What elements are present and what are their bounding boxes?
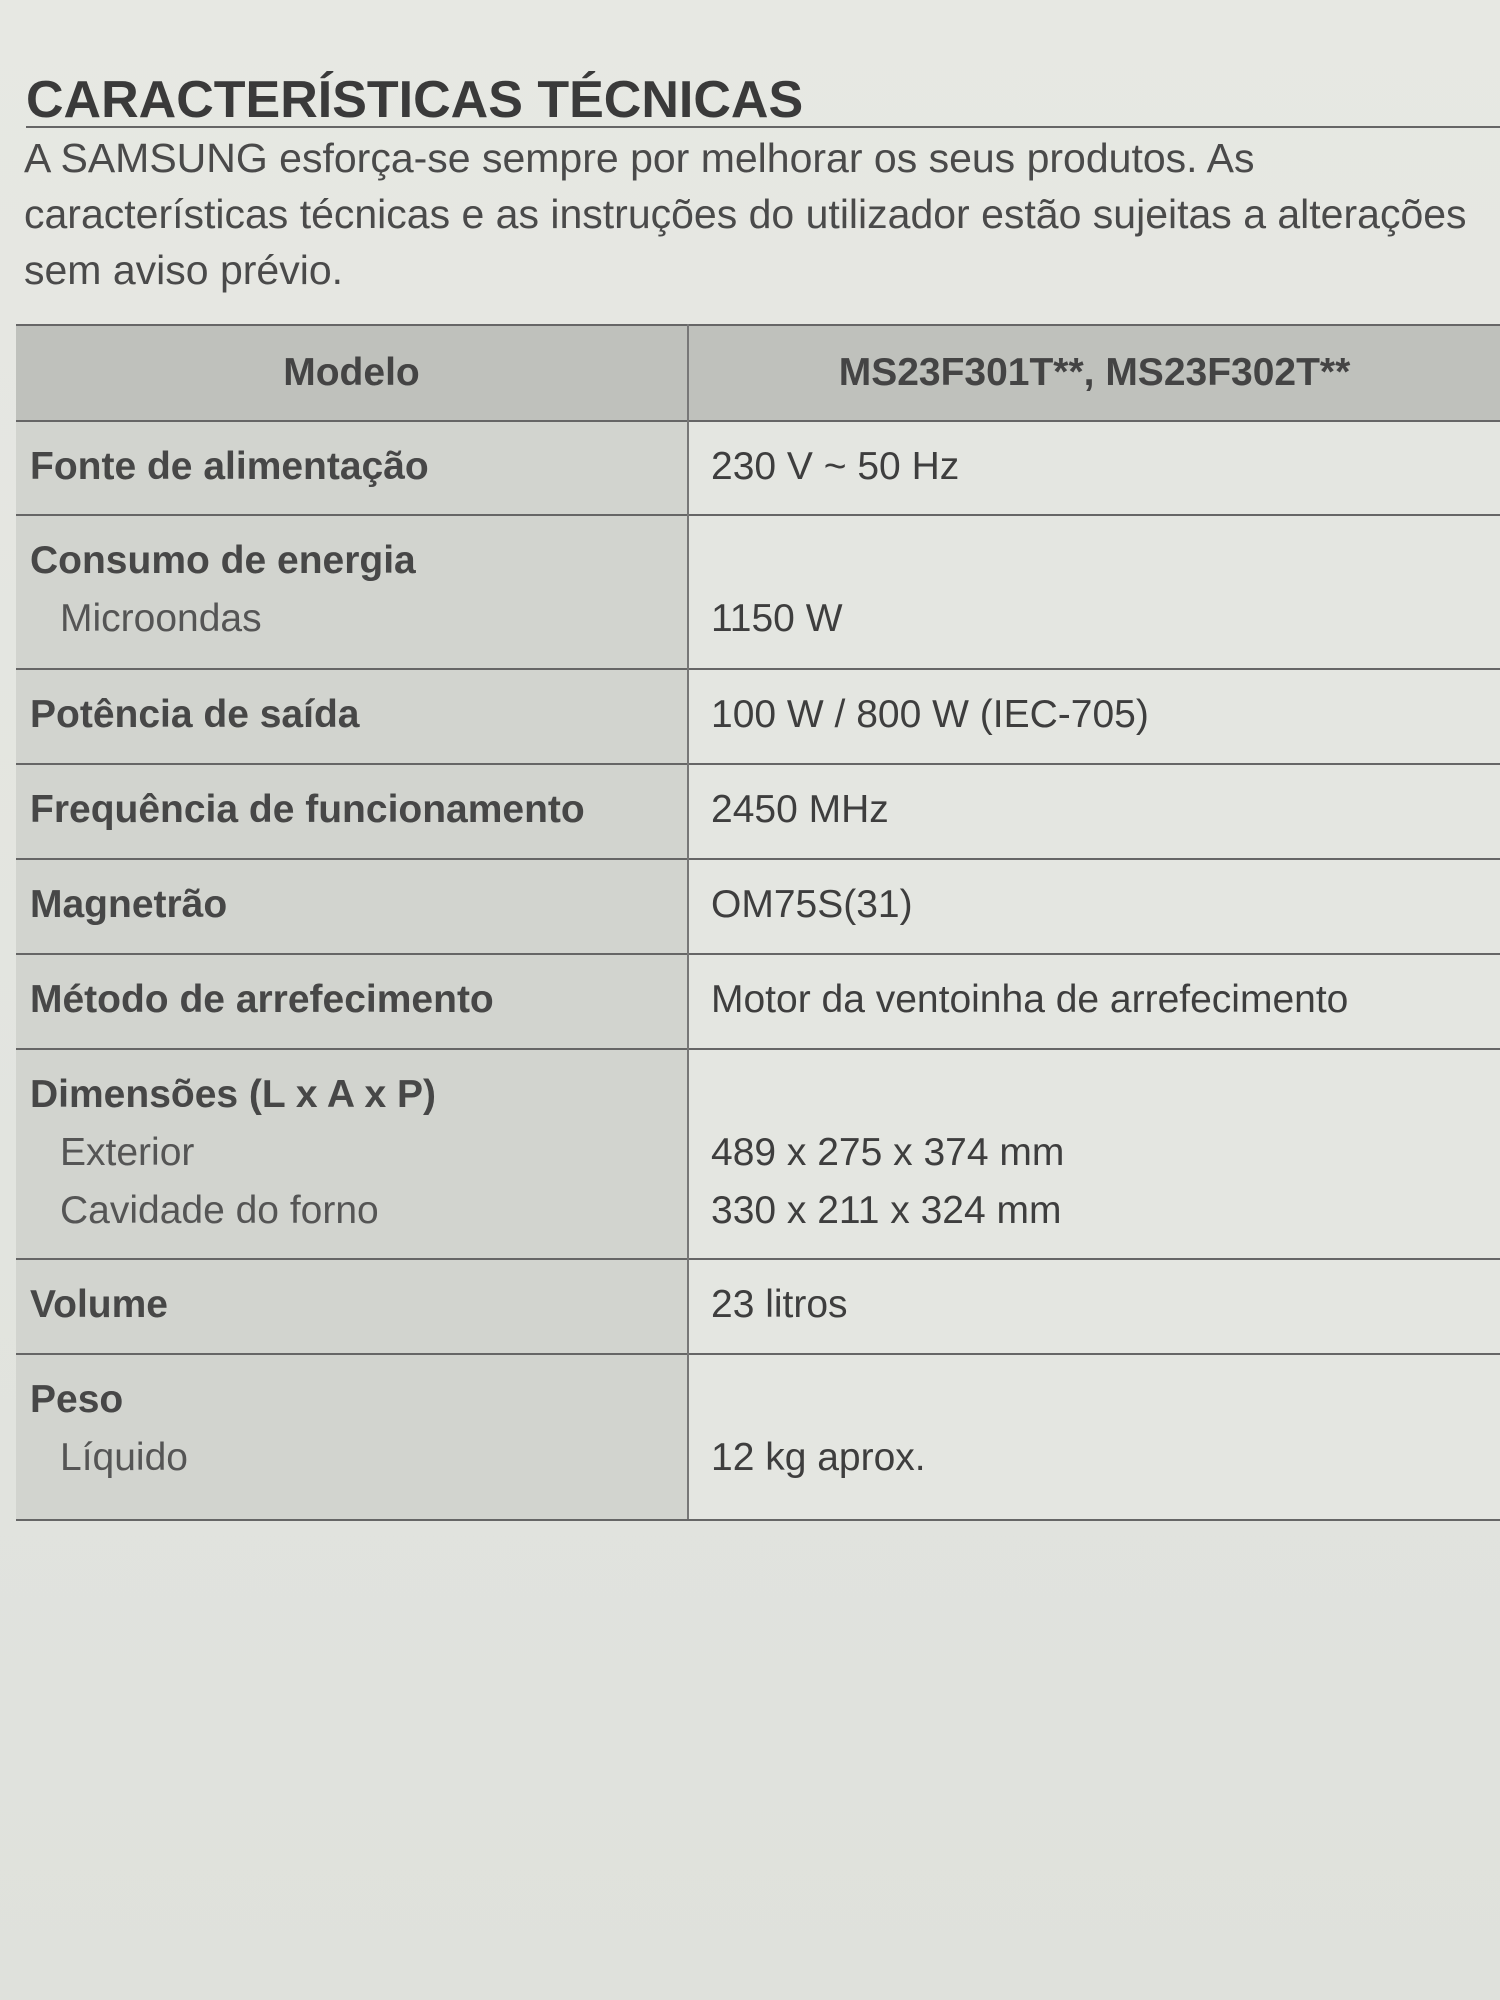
row-value-output-power xyxy=(688,669,1500,764)
power-consumption-value: 1150 W xyxy=(711,597,843,640)
row-label-volume xyxy=(16,1259,688,1354)
row-value-power-supply xyxy=(688,421,1500,515)
table-row xyxy=(16,669,1500,764)
table-row xyxy=(16,1259,1500,1354)
power-supply-label: Fonte de alimentação xyxy=(30,445,429,488)
dimensions-cavity-value: 330 x 211 x 324 mm xyxy=(711,1189,1062,1232)
power-consumption-label: Consumo de energia xyxy=(30,539,416,582)
weight-value: 12 kg aprox. xyxy=(711,1436,926,1479)
row-label-cooling-method xyxy=(16,954,688,1049)
intro-paragraph: A SAMSUNG esforça-se sempre por melhorar os seus produtos. As características técnicas e as instruções do utilizador estão sujeitas a alterações sem aviso prévio. xyxy=(24,135,1467,293)
weight-label: Peso xyxy=(30,1378,124,1421)
operating-frequency-value: 2450 MHz xyxy=(711,788,889,831)
operating-frequency-label: Frequência de funcionamento xyxy=(30,788,585,831)
power-supply-value: 230 V ~ 50 Hz xyxy=(711,445,960,488)
table-row xyxy=(16,515,1500,669)
row-value-volume xyxy=(688,1259,1500,1354)
table-row xyxy=(16,1049,1500,1259)
row-label-weight xyxy=(16,1354,688,1520)
cooling-method-label: Método de arrefecimento xyxy=(30,978,494,1021)
row-label-output-power xyxy=(16,669,688,764)
row-label-dimensions xyxy=(16,1049,688,1259)
table-row xyxy=(16,764,1500,859)
table-row xyxy=(16,954,1500,1049)
table-row xyxy=(16,859,1500,954)
row-value-weight xyxy=(688,1354,1500,1520)
table-row xyxy=(16,1354,1500,1520)
cooling-method-value: Motor da ventoinha de arrefecimento xyxy=(711,978,1349,1021)
row-label-power-supply xyxy=(16,421,688,515)
table-row xyxy=(16,421,1500,515)
header-label-model: Modelo xyxy=(16,325,688,421)
table-header-row xyxy=(16,325,1500,421)
row-value-magnetron xyxy=(688,859,1500,954)
dimensions-label: Dimensões (L x A x P) xyxy=(30,1073,437,1116)
dimensions-exterior-label: Exterior xyxy=(60,1131,195,1174)
magnetron-label: Magnetrão xyxy=(30,883,228,926)
row-value-power-consumption xyxy=(688,515,1500,669)
magnetron-value: OM75S(31) xyxy=(711,883,913,926)
volume-value: 23 litros xyxy=(711,1283,848,1326)
row-value-operating-frequency xyxy=(688,764,1500,859)
dimensions-exterior-value: 489 x 275 x 374 mm xyxy=(711,1131,1065,1174)
row-value-dimensions xyxy=(688,1049,1500,1259)
section-title: CARACTERÍSTICAS TÉCNICAS xyxy=(26,71,804,129)
header-value-model: MS23F301T**, MS23F302T** xyxy=(688,325,1500,421)
row-label-power-consumption xyxy=(16,515,688,669)
row-value-cooling-method xyxy=(688,954,1500,1049)
output-power-label: Potência de saída xyxy=(30,693,360,736)
section-heading xyxy=(26,66,1500,128)
row-label-operating-frequency xyxy=(16,764,688,859)
power-consumption-sublabel: Microondas xyxy=(60,597,262,640)
specifications-table xyxy=(16,324,1500,1521)
volume-label: Volume xyxy=(30,1283,168,1326)
output-power-value: 100 W / 800 W (IEC-705) xyxy=(711,693,1149,736)
row-label-magnetron xyxy=(16,859,688,954)
dimensions-cavity-label: Cavidade do forno xyxy=(60,1189,379,1232)
weight-sublabel: Líquido xyxy=(60,1436,188,1479)
